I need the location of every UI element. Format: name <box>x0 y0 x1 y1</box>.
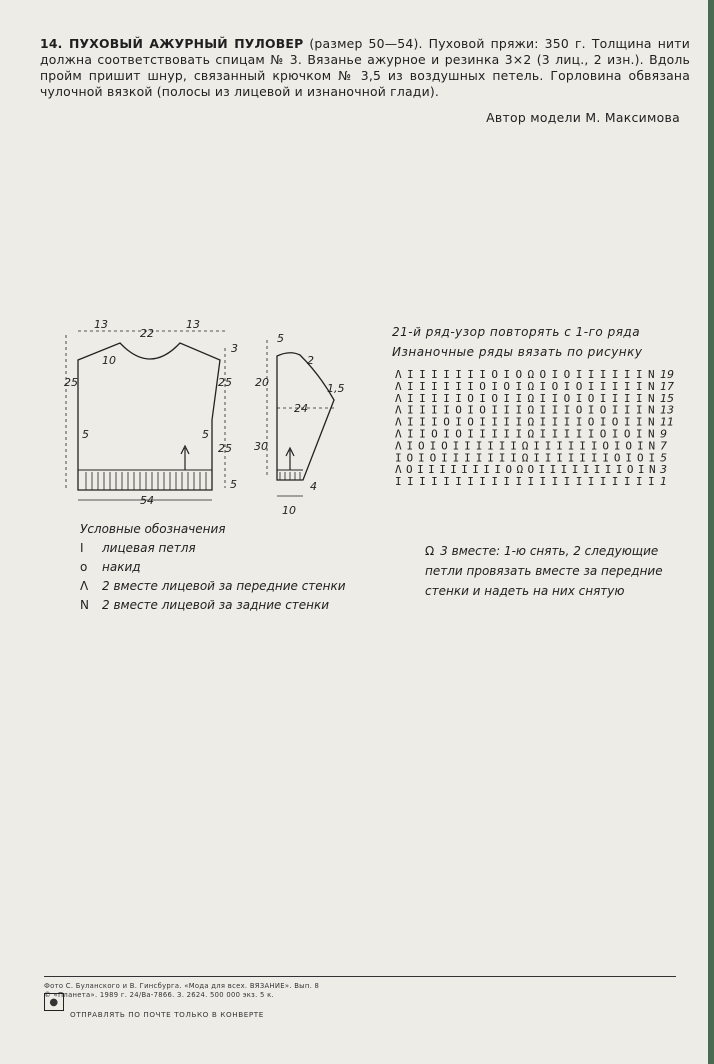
chart-stitch: I <box>491 475 499 489</box>
chart-stitch: Λ <box>395 391 402 405</box>
chart-stitch: I <box>575 427 583 441</box>
chart-stitch: I <box>575 368 583 381</box>
chart-row-number: 7 <box>660 439 667 453</box>
chart-stitch: I <box>563 427 571 441</box>
chart-stitch: Ω <box>521 451 529 465</box>
intro-text <box>40 36 690 100</box>
chart-row-number: 15 <box>660 391 674 405</box>
chart-stitch: I <box>635 475 643 489</box>
chart-stitch: O <box>467 415 474 429</box>
three-together-text: 3 вместе: 1-ю снять, 2 следующие петли провязать вместе за передние стенки и надеть на них снятую <box>425 544 663 598</box>
chart-stitch: N <box>648 439 656 453</box>
author-line: Автор модели М. Максимова <box>486 110 680 125</box>
chart-stitch: N <box>648 391 655 405</box>
chart-stitch: I <box>575 415 583 429</box>
chart-stitch: I <box>479 391 486 405</box>
chart-stitch: I <box>467 379 474 393</box>
chart-stitch: I <box>567 451 575 465</box>
chart-stitch: I <box>431 379 438 393</box>
chart-stitch: I <box>623 368 631 381</box>
chart-stitch: I <box>527 475 535 489</box>
chart-stitch: I <box>443 427 450 441</box>
chart-row-number: 11 <box>660 415 674 429</box>
chart-wrong-side-note: Изнаночные ряды вязать по рисунку <box>392 345 643 359</box>
chart-stitch: O <box>406 451 414 465</box>
chart-stitch: I <box>431 403 438 417</box>
chart-stitch: I <box>498 439 506 453</box>
chart-stitch: I <box>443 368 450 381</box>
dim-shoulder-left: 13 <box>94 318 108 331</box>
chart-stitch: I <box>455 391 462 405</box>
chart-stitch: O <box>625 439 633 453</box>
chart-stitch: I <box>510 439 517 453</box>
chart-stitch: I <box>395 475 402 489</box>
chart-stitch: Ω <box>527 391 535 405</box>
chart-stitch: I <box>635 368 643 381</box>
chart-stitch: I <box>443 379 450 393</box>
dim-neck: 22 <box>140 327 154 340</box>
chart-stitch: I <box>571 463 579 477</box>
chart-stitch: I <box>431 391 438 405</box>
chart-stitch: O <box>637 451 644 465</box>
chart-stitch: I <box>567 439 575 453</box>
legend <box>80 520 346 615</box>
chart-stitch: O <box>455 403 462 417</box>
chart-stitch: I <box>455 368 462 381</box>
chart-stitch: I <box>625 451 633 465</box>
chart-stitch: I <box>443 403 450 417</box>
chart-stitch: I <box>487 439 494 453</box>
chart-stitch: I <box>503 415 511 429</box>
chart-stitch: I <box>604 463 612 477</box>
chart-stitch: I <box>615 463 623 477</box>
chart-stitch: I <box>455 475 462 489</box>
chart-stitch: I <box>563 475 571 489</box>
page-edge <box>708 0 714 1064</box>
chart-stitch: Ω <box>527 415 535 429</box>
legend-item-knit: I лицевая петля <box>80 539 346 558</box>
chart-stitch: I <box>479 475 486 489</box>
chart-stitch: O <box>479 403 486 417</box>
chart-stitch: I <box>503 475 511 489</box>
dim-neck-depth: 10 <box>102 354 116 367</box>
chart-stitch: I <box>479 368 486 381</box>
dim-width: 54 <box>140 494 154 507</box>
chart-stitch: N <box>648 427 655 441</box>
chart-stitch: O <box>611 415 619 429</box>
chart-stitch: O <box>563 368 571 381</box>
chart-stitch: Ω <box>527 368 535 381</box>
item-title: 14. ПУХОВЫЙ АЖУРНЫЙ ПУЛОВЕР <box>40 36 304 51</box>
chart-stitch: I <box>611 427 619 441</box>
chart-stitch: I <box>461 463 468 477</box>
chart-stitch: I <box>452 451 460 465</box>
chart-stitch: I <box>539 475 547 489</box>
chart-stitch: I <box>623 391 631 405</box>
chart-row <box>395 475 667 488</box>
chart-stitch: I <box>491 427 499 441</box>
chart-stitch: I <box>587 427 595 441</box>
chart-stitch: O <box>503 379 511 393</box>
chart-stitch: I <box>623 415 631 429</box>
chart-stitch: I <box>503 368 511 381</box>
chart-stitch: I <box>455 379 462 393</box>
chart-stitch: O <box>527 463 535 477</box>
chart-stitch: I <box>635 427 643 441</box>
dim-side-right: 5 <box>202 428 209 441</box>
chart-row-number: 13 <box>660 403 674 417</box>
chart-stitch: I <box>491 379 499 393</box>
chart-stitch: Λ <box>395 463 402 477</box>
chart-stitch: I <box>503 391 511 405</box>
chart-stitch: I <box>467 427 474 441</box>
chart-stitch: I <box>417 463 424 477</box>
chart-stitch: O <box>587 391 595 405</box>
chart-stitch: I <box>587 368 595 381</box>
chart-stitch: I <box>648 451 656 465</box>
publisher-logo-icon: ● <box>44 993 64 1011</box>
chart-stitch: I <box>491 403 499 417</box>
chart-stitch: I <box>613 439 621 453</box>
chart-stitch: I <box>551 475 559 489</box>
chart-stitch: Ω <box>527 379 535 393</box>
dim-cuff: 10 <box>282 504 296 517</box>
chart-row-number: 9 <box>660 427 667 441</box>
chart-stitch: O <box>563 391 571 405</box>
dim-side-left: 5 <box>82 428 89 441</box>
chart-stitch: I <box>467 403 474 417</box>
chart-stitch: I <box>455 415 462 429</box>
chart-stitch: I <box>611 403 619 417</box>
chart-stitch: O <box>443 415 450 429</box>
chart-stitch: Λ <box>395 379 402 393</box>
item-description: (размер 50—54). Пуховой пряжи: 350 г. Толщина нити должна соответствовать спицам № 3. Вязанье ажурное и резинка 3×2 (3 лиц., 2 изн.). Вдоль пройм пришит шнур, связанный крючком № 3,5 из воздушных петель. Горловина обвязана чулочной вязкой (полосы из лицевой и изнаночной глади). <box>40 36 690 99</box>
chart-stitch: I <box>494 463 502 477</box>
chart-stitch: I <box>483 463 490 477</box>
chart-stitch: O <box>429 451 437 465</box>
chart-stitch: I <box>515 475 523 489</box>
chart-stitch: I <box>635 403 643 417</box>
chart-stitch: I <box>637 439 644 453</box>
chart-stitch: I <box>623 475 631 489</box>
chart-stitch: I <box>419 391 426 405</box>
chart-stitch: I <box>443 391 450 405</box>
chart-stitch: Λ <box>395 368 402 381</box>
k2tog-back-symbol: N <box>80 598 89 612</box>
chart-stitch: I <box>611 368 619 381</box>
chart-stitch: Λ <box>395 427 402 441</box>
chart-stitch: I <box>533 439 540 453</box>
chart-stitch: I <box>563 415 571 429</box>
chart-stitch: I <box>515 379 523 393</box>
chart-stitch: I <box>428 463 435 477</box>
chart-stitch: I <box>467 368 474 381</box>
chart-stitch: I <box>538 463 546 477</box>
chart-stitch: O <box>455 427 462 441</box>
chart-stitch: I <box>575 475 583 489</box>
chart-stitch: I <box>623 403 631 417</box>
chart-stitch: I <box>582 463 590 477</box>
chart-stitch: I <box>590 451 598 465</box>
chart-stitch: I <box>551 415 559 429</box>
chart-stitch: O <box>539 368 547 381</box>
chart-stitch: I <box>439 463 446 477</box>
dim-armhole-left: 25 <box>64 376 78 389</box>
chart-stitch: I <box>419 475 426 489</box>
chart-stitch: Ω <box>516 463 524 477</box>
chart-instructions <box>392 322 643 362</box>
k2tog-front-symbol: Λ <box>80 579 89 593</box>
sleeve-dimensions <box>254 332 345 517</box>
dim-cap-height: 20 <box>255 376 269 389</box>
chart-stitch: I <box>441 451 448 465</box>
chart-stitch: O <box>551 379 559 393</box>
chart-stitch: I <box>593 463 601 477</box>
chart-stitch: O <box>515 368 523 381</box>
chart-row-number: 17 <box>660 379 674 393</box>
chart-stitch: I <box>487 451 494 465</box>
chart-stitch: O <box>431 427 438 441</box>
chart-stitch: I <box>431 368 438 381</box>
chart-stitch: O <box>491 391 499 405</box>
chart-stitch: I <box>579 451 586 465</box>
legend-title: Условные обозначения <box>80 522 226 536</box>
chart-stitch: I <box>464 439 471 453</box>
chart-stitch: I <box>503 403 511 417</box>
chart-stitch: I <box>407 391 414 405</box>
chart-stitch: Λ <box>395 403 402 417</box>
chart-stitch: O <box>418 439 425 453</box>
chart-stitch: O <box>587 415 595 429</box>
dim-shoulder-drop: 3 <box>231 342 238 355</box>
chart-stitch: O <box>613 451 621 465</box>
chart-stitch: I <box>623 379 631 393</box>
dim-sleeve-length: 30 <box>254 440 268 453</box>
chart-stitch: I <box>611 379 619 393</box>
chart-stitch: O <box>575 403 583 417</box>
dim-body-height: 25 <box>218 442 232 455</box>
chart-stitch: I <box>611 475 619 489</box>
chart-stitch: I <box>498 451 506 465</box>
legend-item-k2tog-back: N 2 вместе лицевой за задние стенки <box>80 596 346 615</box>
chart-stitch: I <box>472 463 479 477</box>
chart-stitch: I <box>431 415 438 429</box>
chart-stitch: I <box>475 451 483 465</box>
legend-item-k2tog-front: Λ 2 вместе лицевой за передние стенки <box>80 577 346 596</box>
chart-stitch: I <box>510 451 517 465</box>
chart-stitch: I <box>407 427 414 441</box>
chart-stitch: I <box>635 391 643 405</box>
chart-stitch: I <box>515 391 523 405</box>
chart-stitch: I <box>599 368 607 381</box>
dim-rib: 5 <box>230 478 237 491</box>
chart-stitch: Λ <box>395 439 402 453</box>
chart-stitch: I <box>611 391 619 405</box>
chart-stitch: I <box>551 403 559 417</box>
knit-symbol: I <box>80 541 84 555</box>
chart-stitch: I <box>515 415 523 429</box>
sleeve-pattern <box>267 340 334 496</box>
chart-repeat-note: 21-й ряд-узор повторять с 1-го ряда <box>392 325 641 339</box>
chart-stitch: I <box>539 403 547 417</box>
chart-stitch: I <box>575 391 583 405</box>
chart-stitch: I <box>464 451 471 465</box>
chart-row-number: 19 <box>660 368 674 381</box>
chart-stitch: I <box>419 427 426 441</box>
chart-stitch: I <box>539 415 547 429</box>
chart-stitch: I <box>407 379 414 393</box>
chart-row-number: 5 <box>660 451 667 465</box>
chart-row-number: 1 <box>660 475 667 489</box>
chart-stitch: I <box>599 379 607 393</box>
chart-stitch: I <box>419 415 426 429</box>
chart-stitch: I <box>551 427 559 441</box>
chart-stitch: I <box>407 475 414 489</box>
chart-stitch: I <box>544 451 552 465</box>
chart-stitch: O <box>575 379 583 393</box>
dim-shoulder-right: 13 <box>186 318 200 331</box>
chart-stitch: N <box>648 415 655 429</box>
chart-stitch: I <box>515 403 523 417</box>
chart-stitch: I <box>544 439 552 453</box>
dim-armhole-right: 25 <box>218 376 232 389</box>
chart-stitch: O <box>602 439 610 453</box>
chart-stitch: I <box>590 439 598 453</box>
footer <box>44 976 676 1023</box>
dim-cap-top: 5 <box>277 332 284 345</box>
chart-stitch: O <box>599 403 607 417</box>
chart-stitch: I <box>539 427 547 441</box>
chart-stitch: Ω <box>521 439 529 453</box>
chart-stitch: I <box>563 379 571 393</box>
chart-stitch: I <box>539 379 547 393</box>
stitch-chart <box>395 368 674 488</box>
chart-stitch: I <box>549 463 557 477</box>
chart-stitch: I <box>450 463 457 477</box>
chart-stitch: I <box>556 439 563 453</box>
chart-stitch: O <box>479 379 486 393</box>
footer-copyright: © «Планета». 1989 г. 24/Ва-7866. З. 2624. 500 000 экз. 5 к. <box>44 991 274 999</box>
chart-stitch: I <box>429 439 437 453</box>
chart-stitch: O <box>491 368 499 381</box>
chart-stitch: I <box>491 415 499 429</box>
footer-credits: Фото С. Буланского и В. Гинсбурга. «Мода для всех. ВЯЗАНИЕ». Вып. 8 <box>44 982 320 990</box>
dim-cap-slope: 2 <box>307 354 314 367</box>
chart-stitch: I <box>443 475 450 489</box>
chart-stitch: I <box>431 475 438 489</box>
chart-stitch: I <box>635 415 643 429</box>
chart-stitch: I <box>418 451 425 465</box>
dim-sleeve-width: 24 <box>294 402 308 415</box>
chart-stitch: N <box>648 368 655 381</box>
chart-stitch: I <box>560 463 568 477</box>
body-ribbing <box>86 472 206 490</box>
chart-stitch: I <box>479 415 486 429</box>
chart-stitch: I <box>395 451 402 465</box>
chart-stitch: I <box>587 403 595 417</box>
chart-stitch: I <box>563 403 571 417</box>
chart-stitch: I <box>599 415 607 429</box>
chart-stitch: I <box>407 403 414 417</box>
dim-cap-curve: 1,5 <box>327 382 345 395</box>
chart-stitch: I <box>533 451 540 465</box>
dim-sleeve-rib: 4 <box>310 480 317 493</box>
chart-stitch: I <box>539 391 547 405</box>
chart-stitch: I <box>551 391 559 405</box>
chart-stitch: O <box>626 463 634 477</box>
chart-stitch: O <box>406 463 413 477</box>
chart-stitch: I <box>515 427 523 441</box>
chart-stitch: I <box>587 379 595 393</box>
chart-stitch: I <box>407 415 414 429</box>
body-pattern <box>66 331 225 500</box>
chart-stitch: N <box>649 463 656 477</box>
chart-stitch: O <box>441 439 448 453</box>
three-together-symbol: Ω <box>425 544 435 558</box>
chart-stitch: I <box>419 403 426 417</box>
chart-stitch: O <box>505 463 513 477</box>
chart-stitch: I <box>637 463 645 477</box>
chart-stitch: I <box>551 368 559 381</box>
three-together-note <box>425 541 675 601</box>
chart-stitch: I <box>467 475 474 489</box>
yarn-over-symbol: o <box>80 560 88 574</box>
chart-stitch: N <box>648 403 655 417</box>
chart-stitch: Λ <box>395 415 402 429</box>
chart-stitch: I <box>407 368 414 381</box>
chart-stitch: O <box>467 391 474 405</box>
chart-stitch: I <box>602 451 610 465</box>
chart-stitch: I <box>452 439 460 453</box>
chart-stitch: O <box>599 427 607 441</box>
chart-stitch: I <box>406 439 414 453</box>
chart-stitch: I <box>648 475 655 489</box>
chart-stitch: N <box>648 379 655 393</box>
chart-stitch: I <box>579 439 586 453</box>
chart-stitch: I <box>635 379 643 393</box>
chart-stitch: I <box>599 475 607 489</box>
chart-stitch: I <box>587 475 595 489</box>
legend-item-yarn-over: o накид <box>80 558 346 577</box>
chart-stitch: I <box>419 379 426 393</box>
chart-row-number: 3 <box>660 463 667 477</box>
chart-stitch: I <box>475 439 483 453</box>
chart-stitch: I <box>479 427 486 441</box>
chart-stitch: I <box>599 391 607 405</box>
chart-stitch: O <box>623 427 631 441</box>
chart-stitch: I <box>503 427 511 441</box>
chart-stitch: Ω <box>527 403 535 417</box>
chart-stitch: Ω <box>527 427 535 441</box>
footer-mail-note: ● ОТПРАВЛЯТЬ ПО ПОЧТЕ ТОЛЬКО В КОНВЕРТЕ <box>44 1005 676 1023</box>
chart-stitch: I <box>419 368 426 381</box>
chart-stitch: I <box>556 451 563 465</box>
